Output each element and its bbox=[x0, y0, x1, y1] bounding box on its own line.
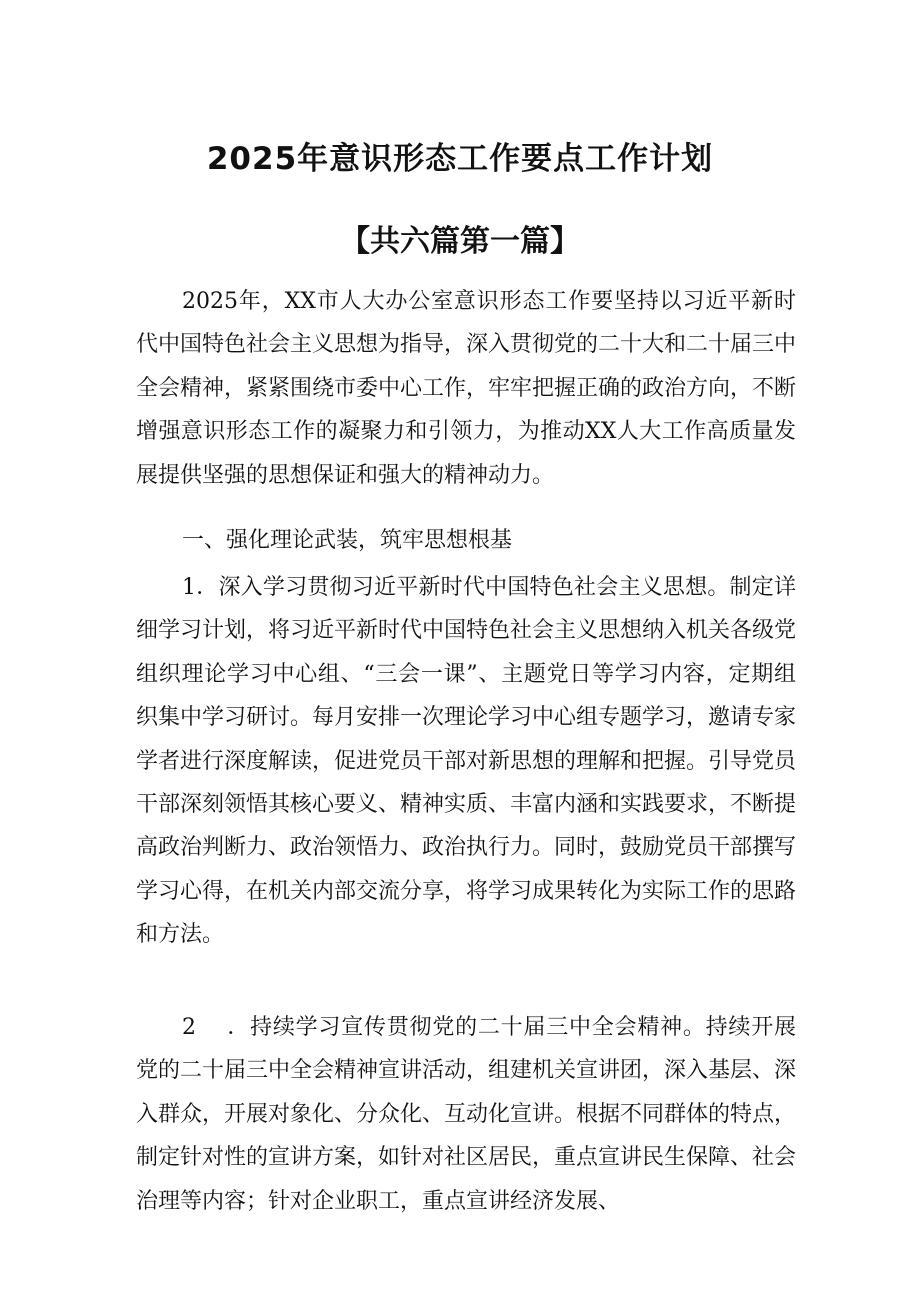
document-title: 2025年意识形态工作要点工作计划 bbox=[206, 141, 714, 177]
section-heading-1: 一、强化理论武装，筑牢思想根基 bbox=[182, 528, 513, 553]
item-paragraph-1: 1．深入学习贯彻习近平新时代中国特色社会主义思想。制定详细学习计划，将习近平新时代中国特色社会主义思想纳入机关各级党组织理论学习中心组、“三会一课”、主题党日等学习内容，定期组织集中学习研讨。每月安排一次理论学习中心组专题学习，邀请专家学者进行深度解读，促进党员干部对新思想的理解和把握。引导党员干部深刻领悟其核心要义、精神实质、丰富内涵和实践要求，不断提高政治判断力、政治领悟力、政治执行力。同时，鼓励党员干部撰写学习心得，在机关内部交流分享，将学习成果转化为实际工作的思路和方法。 bbox=[136, 575, 797, 948]
document-subtitle: 【共六篇第一篇】 bbox=[340, 224, 580, 259]
intro-paragraph: 2025年，XX市人大办公室意识形态工作要坚持以习近平新时代中国特色社会主义思想为指导，深入贯彻党的二十大和二十届三中全会精神，紧紧围绕市委中心工作，牢牢把握正确的政治方向，不断增强意识形态工作的凝聚力和引领力，为推动XX人大工作高质量发展提供坚强的思想保证和强大的精神动力。 bbox=[136, 289, 797, 488]
item-paragraph-2: 2 ．持续学习宣传贯彻党的二十届三中全会精神。持续开展党的二十届三中全会精神宣讲活动，组建机关宣讲团，深入基层、深入群众，开展对象化、分众化、互动化宣讲。根据不同群体的特点，制定针对性的宣讲方案，如针对社区居民，重点宣讲民生保障、社会治理等内容；针对企业职工，重点宣讲经济发展、 bbox=[136, 1015, 797, 1214]
